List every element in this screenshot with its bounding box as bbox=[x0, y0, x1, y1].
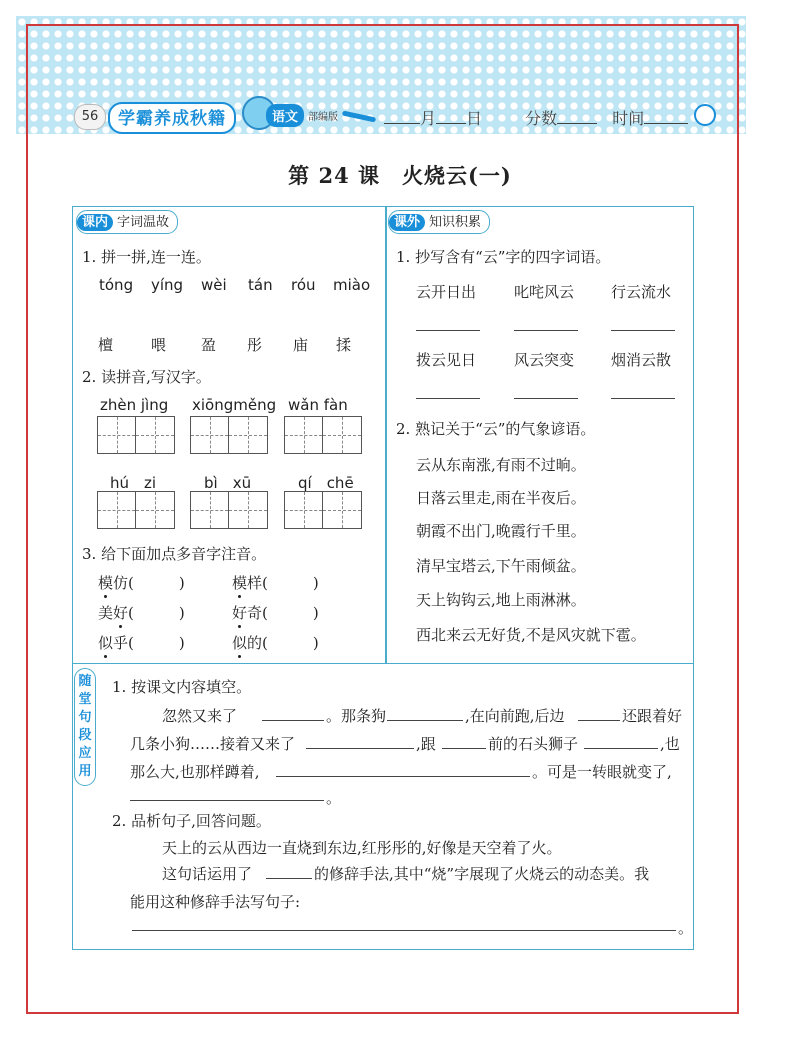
out-class-tag-strong: 课外 bbox=[389, 214, 425, 231]
fill-text: 还跟着好 bbox=[622, 707, 683, 725]
question-text: 这句话运用了 bbox=[162, 865, 253, 883]
idiom-1: 云开日出 bbox=[416, 283, 477, 301]
day-label: 日 bbox=[466, 109, 483, 128]
fill-text: 忽然又来了 bbox=[162, 707, 238, 725]
s3-q1-prompt: 1. 按课文内容填空。 bbox=[112, 678, 252, 696]
question-text: 能用这种修辞手法写句子: bbox=[130, 893, 301, 911]
fill-text: 前的石头狮子 bbox=[488, 735, 579, 753]
polyphone-item: 美好( ) bbox=[98, 604, 185, 622]
in-class-tag bbox=[76, 210, 178, 234]
q3-prompt: 3. 给下面加点多音字注音。 bbox=[82, 545, 267, 563]
writing-grid[interactable] bbox=[190, 491, 268, 529]
proverb-5: 天上钩钩云,地上雨淋淋。 bbox=[416, 591, 586, 609]
polyphone-item: 似乎( ) bbox=[98, 634, 185, 652]
q2-pinyin-4: hú zi bbox=[110, 474, 157, 492]
proverb-3: 朝霞不出门,晚霞行千里。 bbox=[416, 522, 586, 540]
lesson-title: 第 24 课 火烧云(一) bbox=[288, 163, 512, 188]
pinyin-2: yíng bbox=[151, 276, 184, 294]
out-q1-prompt: 1. 抄写含有“云”字的四字词语。 bbox=[396, 248, 611, 266]
polyphone-item: 模仿( ) bbox=[98, 574, 185, 592]
char-1: 檀 bbox=[98, 336, 114, 354]
fill-text: ,跟 bbox=[416, 735, 436, 753]
writing-grid[interactable] bbox=[97, 416, 175, 454]
char-4: 彤 bbox=[247, 336, 263, 354]
fill-text: 。可是一转眼就变了, bbox=[532, 763, 672, 781]
in-class-tag-strong: 课内 bbox=[77, 214, 113, 231]
writing-grid[interactable] bbox=[190, 416, 268, 454]
fill-blank[interactable] bbox=[266, 878, 312, 879]
out-q2-prompt: 2. 熟记关于“云”的气象谚语。 bbox=[396, 420, 596, 438]
pinyin-1: tóng bbox=[99, 276, 134, 294]
month-label: 月 bbox=[420, 109, 437, 128]
polyphone-item: 似的( ) bbox=[232, 634, 319, 652]
question-text: 的修辞手法,其中“烧”字展现了火烧云的动态美。我 bbox=[314, 865, 650, 883]
pinyin-6: miào bbox=[333, 276, 371, 294]
fill-text: ,在向前跑,后边 bbox=[465, 707, 565, 725]
fill-blank[interactable] bbox=[262, 720, 324, 721]
fill-text: 那么大,也那样蹲着, bbox=[130, 763, 260, 781]
idiom-4: 拨云见日 bbox=[416, 351, 477, 369]
q2-pinyin-2: xiōngměng bbox=[192, 396, 277, 414]
char-2: 喂 bbox=[151, 336, 167, 354]
copy-line[interactable] bbox=[416, 330, 480, 331]
writing-grid[interactable] bbox=[284, 491, 362, 529]
copy-line[interactable] bbox=[514, 330, 578, 331]
page-number: 56 bbox=[74, 104, 106, 130]
fill-blank[interactable] bbox=[130, 800, 324, 801]
brand-logo: 学霸养成秋籍 bbox=[108, 102, 236, 134]
q2-pinyin-6: qí chē bbox=[298, 474, 354, 492]
analysis-sentence: 天上的云从西边一直烧到东边,红彤彤的,好像是天空着了火。 bbox=[162, 839, 562, 857]
copy-line[interactable] bbox=[611, 330, 675, 331]
fill-text: 几条小狗……接着又来了 bbox=[130, 735, 296, 753]
fill-text: 。 bbox=[326, 789, 342, 807]
fill-text: ,也 bbox=[660, 735, 680, 753]
side-tag-char: 段 bbox=[78, 728, 92, 743]
answer-end: 。 bbox=[678, 919, 694, 937]
proverb-6: 西北来云无好货,不是风灾就下雹。 bbox=[416, 626, 646, 644]
side-tag-char: 随 bbox=[78, 674, 92, 689]
copy-line[interactable] bbox=[514, 398, 578, 399]
side-tag-char: 句 bbox=[78, 710, 92, 725]
writing-grid[interactable] bbox=[97, 491, 175, 529]
in-class-tag-label: 字词温故 bbox=[117, 215, 170, 230]
out-class-tag-label: 知识积累 bbox=[429, 215, 482, 230]
time-label: 时间 bbox=[612, 109, 645, 128]
polyphone-item: 好奇( ) bbox=[232, 604, 319, 622]
polyphone-item: 模样( ) bbox=[232, 574, 319, 592]
side-tag-char: 应 bbox=[78, 746, 92, 761]
char-6: 揉 bbox=[336, 336, 352, 354]
fill-text: 。那条狗 bbox=[326, 707, 387, 725]
score-label: 分数 bbox=[525, 109, 558, 128]
pinyin-5: róu bbox=[291, 276, 316, 294]
idiom-6: 烟消云散 bbox=[611, 351, 672, 369]
pinyin-3: wèi bbox=[201, 276, 227, 294]
fill-blank[interactable] bbox=[306, 748, 414, 749]
answer-line[interactable] bbox=[132, 930, 676, 931]
copy-line[interactable] bbox=[611, 398, 675, 399]
q2-pinyin-5: bì xū bbox=[204, 474, 252, 492]
out-class-tag bbox=[388, 210, 490, 234]
char-5: 庙 bbox=[293, 336, 309, 354]
writing-grid[interactable] bbox=[284, 416, 362, 454]
q2-prompt: 2. 读拼音,写汉字。 bbox=[82, 368, 211, 386]
q2-pinyin-1: zhèn jìng bbox=[100, 396, 169, 414]
q2-pinyin-3: wǎn fàn bbox=[288, 396, 348, 414]
idiom-3: 行云流水 bbox=[611, 283, 672, 301]
fill-blank[interactable] bbox=[442, 748, 486, 749]
side-tag-char: 堂 bbox=[78, 692, 92, 707]
vertical-divider bbox=[385, 206, 387, 664]
proverb-1: 云从东南涨,有雨不过晌。 bbox=[416, 456, 586, 474]
fill-blank[interactable] bbox=[276, 776, 530, 777]
char-3: 盈 bbox=[201, 336, 217, 354]
copy-line[interactable] bbox=[416, 398, 480, 399]
fill-blank[interactable] bbox=[387, 720, 463, 721]
edition-label: 部编版 bbox=[308, 112, 338, 123]
q1-prompt: 1. 拼一拼,连一连。 bbox=[82, 248, 211, 266]
fill-blank[interactable] bbox=[584, 748, 658, 749]
proverb-2: 日落云里走,雨在半夜后。 bbox=[416, 489, 586, 507]
pinyin-4: tán bbox=[248, 276, 273, 294]
subject-badge: 语文 bbox=[266, 104, 304, 127]
idiom-5: 风云突变 bbox=[514, 351, 575, 369]
proverb-4: 清早宝塔云,下午雨倾盆。 bbox=[416, 557, 586, 575]
s3-q2-prompt: 2. 品析句子,回答问题。 bbox=[112, 812, 271, 830]
application-side-tag bbox=[74, 668, 96, 786]
fill-blank[interactable] bbox=[578, 720, 620, 721]
idiom-2: 叱咤风云 bbox=[514, 283, 575, 301]
side-tag-char: 用 bbox=[78, 764, 92, 779]
